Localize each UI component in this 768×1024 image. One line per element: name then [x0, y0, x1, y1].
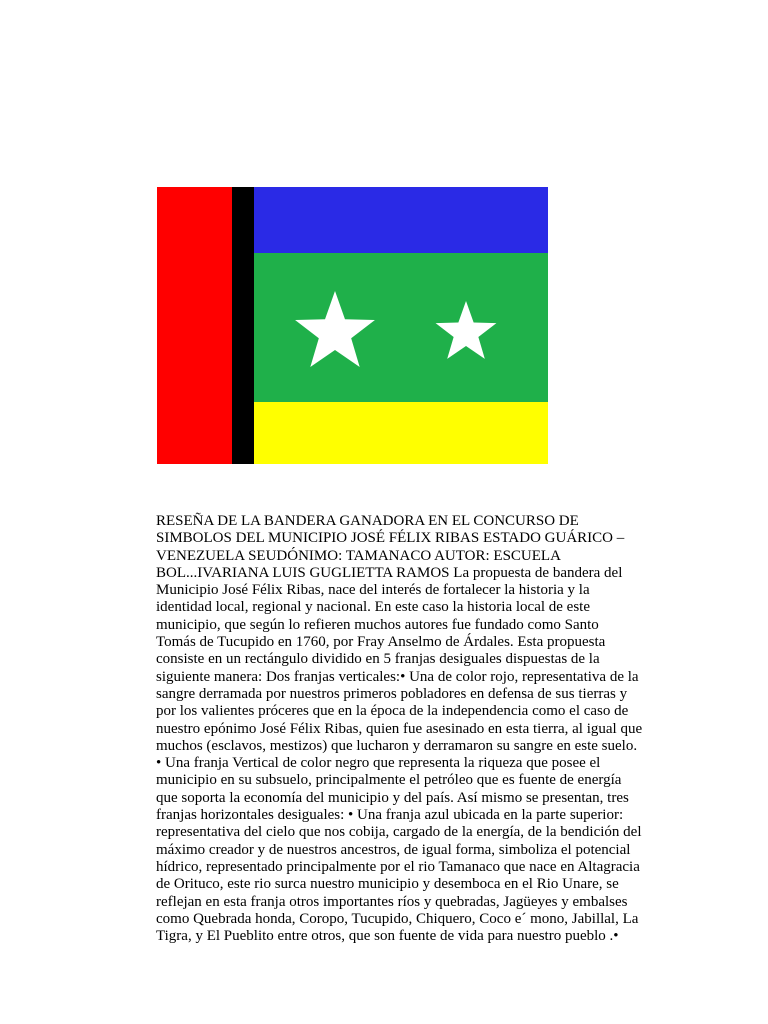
text-line: Tigra, y El Pueblito entre otros, que son fuente de vida para nuestro pueblo .• [156, 928, 619, 945]
text-line: RESEÑA DE LA BANDERA GANADORA EN EL CONCURSO DE [156, 513, 579, 529]
text-line: por los valientes próceres que en la época de la independencia como el caso de [156, 703, 629, 720]
text-line: SIMBOLOS DEL MUNICIPIO JOSÉ FÉLIX RIBAS ESTADO GUÁRICO – [156, 530, 625, 547]
text-line: nuestro epónimo José Félix Ribas, quien fue asesinado en esta tierra, al igual que [156, 720, 643, 737]
text-line: franjas horizontales desiguales: • Una franja azul ubicada en la parte superior: [156, 807, 624, 824]
text-line: VENEZUELA SEUDÓNIMO: TAMANACO AUTOR: ESCUELA [156, 547, 561, 564]
text-line: máximo creador y de nuestros ancestros, de igual forma, simboliza el potencial [156, 841, 631, 858]
flag-image [157, 187, 548, 464]
text-line: como Quebrada honda, Coropo, Tucupido, Chiquero, Coco e´ mono, Jabillal, La [156, 910, 639, 927]
text-line: municipio, que según lo refieren muchos autores fue fundado como Santo [156, 616, 599, 633]
text-line: sangre derramada por nuestros primeros pobladores en defensa de sus tierras y [156, 685, 628, 702]
flag-description-text [156, 513, 661, 945]
text-line: municipio en su subsuelo, principalmente el petróleo que es fuente de energía [156, 772, 622, 789]
text-line: • Una franja Vertical de color negro que representa la riqueza que posee el [156, 755, 601, 772]
text-line: BOL...IVARIANA LUIS GUGLIETTA RAMOS La propuesta de bandera del [156, 564, 623, 581]
text-line: de Orituco, este rio surca nuestro municipio y desemboca en el Rio Unare, se [156, 876, 619, 893]
small-star-icon [436, 301, 497, 359]
large-star-icon [295, 291, 375, 367]
text-line: siguiente manera: Dos franjas verticales:• Una de color rojo, representativa de la [156, 668, 639, 685]
text-line: Municipio José Félix Ribas, nace del interés de fortalecer la historia y la [156, 582, 590, 599]
flag-stars [157, 187, 548, 464]
text-line: que soporta la economía del municipio y del país. Así mismo se presentan, tres [156, 789, 629, 806]
text-line: consiste en un rectángulo dividido en 5 franjas desiguales dispuestas de la [156, 651, 600, 668]
text-line: representativa del cielo que nos cobija, cargado de la energía, de la bendición del [156, 824, 642, 841]
text-line: hídrico, representado principalmente por el rio Tamanaco que nace en Altagracia [156, 858, 640, 875]
text-line: muchos (esclavos, mestizos) que lucharon y derramaron su sangre en este suelo. [156, 737, 638, 754]
text-line: reflejan en esta franja otros importantes ríos y quebradas, Jagüeyes y embalses [156, 893, 628, 910]
text-line: identidad local, regional y nacional. En este caso la historia local de este [156, 599, 591, 616]
text-line: Tomás de Tucupido en 1760, por Fray Anselmo de Árdales. Esta propuesta [156, 634, 606, 651]
